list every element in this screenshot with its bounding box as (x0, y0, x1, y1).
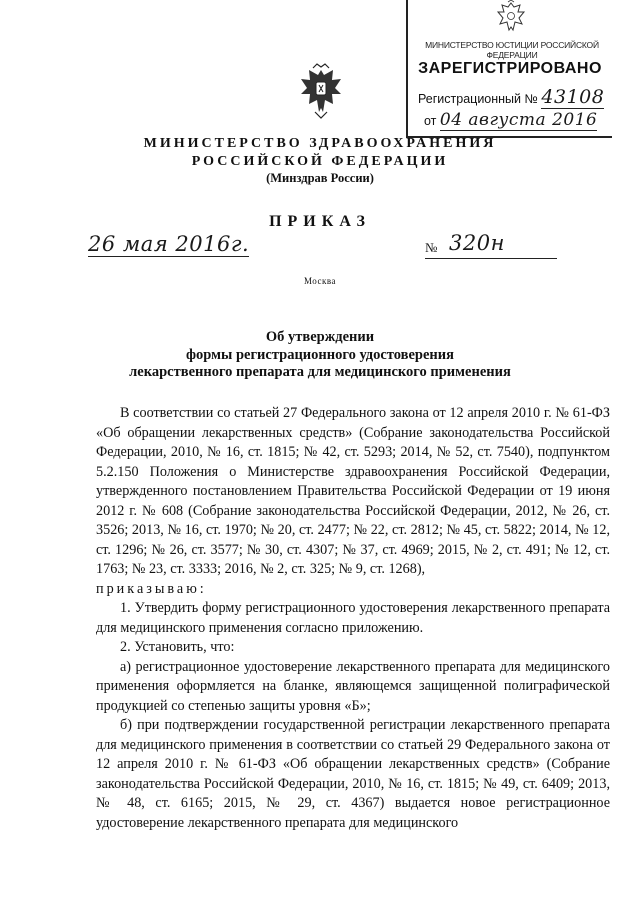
item-2: 2. Установить, что: (120, 639, 235, 655)
ministry-name (0, 135, 640, 171)
order-number-block (425, 231, 557, 259)
order-date: 26 мая 2016г. (88, 232, 250, 256)
ministry-short-name: (Минздрав России) (266, 171, 374, 185)
order-number-sign: № (425, 240, 438, 255)
registration-stamp (406, 0, 612, 138)
title-line-3: лекарственного препарата для медицинского применения (129, 364, 511, 380)
title-line-1: Об утверждении (265, 329, 375, 345)
preamble-paragraph: В соответствии со статьей 27 Федерального закона от 12 апреля 2010 г. № 61-ФЗ «Об обращении лекарственных средств» (Собрание законодательства Российской Федерации, 2010, № 16, ст. 1815; № 42, ст. 5293; 2014, № 52, ст. 7540), подпунктом 5.2.150 Положения о Министерстве здравоохранения Российской Федерации, утвержденного постановлением Правительства Российской Федерации от 19 июня 2012 г. № 608 (Собрание законодательства Российской Федерации, 2012, № 26, ст. 3526; 2013, № 16, ст. 1970; № 20, ст. 2477; № 22, ст. 2812; № 45, ст. 5822; 2014, № 12, ст. 1296; № 26, ст. 3577; № 30, ст. 4307; № 37, ст. 4969; 2015, № 2, ст. 491; № 12, ст. 1763; № 23, ст. 3333; 2016, № 2, ст. 325; № 9, ст. 1268), (96, 405, 610, 577)
document-body (96, 404, 610, 833)
stamp-date-line (424, 110, 597, 131)
item-1: 1. Утвердить форму регистрационного удостоверения лекарственного препарата для медицинского применения согласно приложению. (96, 600, 610, 636)
item-2b: б) при подтверждении государственной регистрации лекарственного препарата для медицинского применения в соответствии со статьей 29 Федерального закона от 12 апреля 2010 г. № 61-ФЗ «Об обращении лекарственных средств» (Собрание законодательства Российской Федерации, 2010, № 16, ст. 1815; № 49, ст. 6409; 2013, № 48, ст. 6165; 2015, № 29, ст. 4367) выдается новое регистрационное удостоверение лекарственного препарата для медицинского (96, 717, 610, 831)
stamp-date-value: 04 августа 2016 (439, 110, 598, 130)
stamp-date-prefix: от (424, 114, 437, 128)
prikazyvayu: приказываю: (96, 580, 207, 597)
stamp-reg-number: 43108 (541, 86, 605, 108)
title-line-2: формы регистрационного удостоверения (186, 346, 454, 363)
stamp-status: ЗАРЕГИСТРИРОВАНО (418, 60, 602, 77)
order-number: 320н (449, 231, 505, 255)
order-city: Москва (304, 276, 336, 286)
document-type: ПРИКАЗ (269, 213, 371, 230)
item-2a: а) регистрационное удостоверение лекарственного препарата для медицинского применения оформляется на бланке, являющемся защищенной полиграфической продукцией со степенью защиты уровня «Б»; (96, 658, 610, 714)
small-eagle-emblem-icon (496, 0, 526, 34)
stamp-reg-number-line (418, 86, 604, 109)
stamp-reg-label: Регистрационный № (418, 92, 538, 106)
stamp-organization: МИНИСТЕРСТВО ЮСТИЦИИ РОССИЙСКОЙ ФЕДЕРАЦИИ (425, 40, 599, 60)
ministry-line-2: РОССИЙСКОЙ ФЕДЕРАЦИИ (191, 154, 449, 169)
ministry-line-1: МИНИСТЕРСТВО ЗДРАВООХРАНЕНИЯ (143, 136, 497, 151)
document-title (0, 329, 640, 382)
coat-of-arms-icon (297, 62, 345, 120)
